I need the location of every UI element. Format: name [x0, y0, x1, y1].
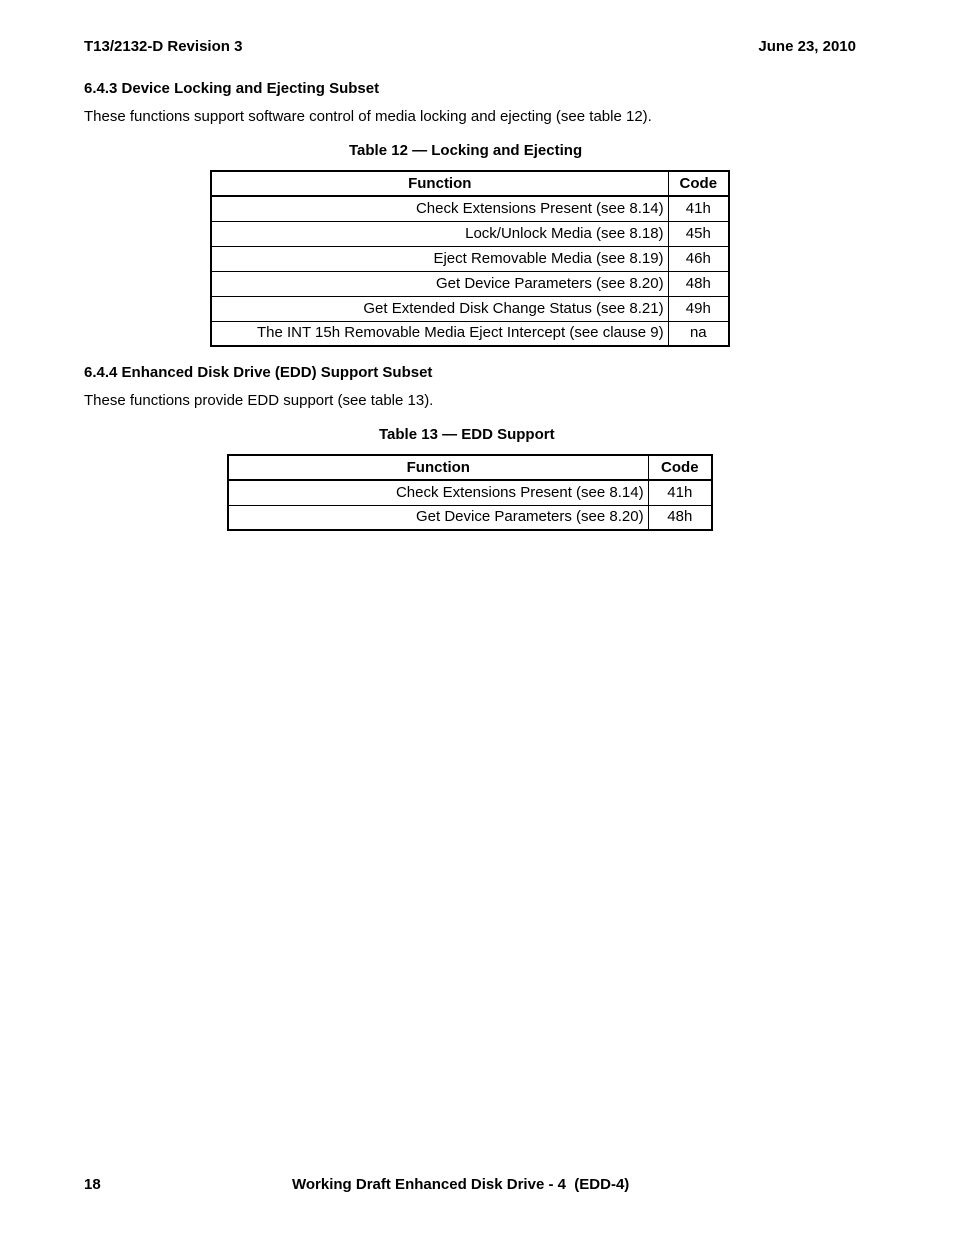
table-row — [228, 480, 712, 505]
function-cell: Check Extensions Present (see 8.14) — [228, 480, 648, 505]
table-row — [228, 505, 712, 530]
footer-doc-title: Working Draft Enhanced Disk Drive - 4 (EDD-4) — [292, 1176, 630, 1193]
function-cell: The INT 15h Removable Media Eject Intercept (see clause 9) — [211, 321, 668, 346]
code-cell: 41h — [668, 196, 729, 221]
table-row — [211, 221, 729, 246]
code-cell: 45h — [668, 221, 729, 246]
function-cell: Lock/Unlock Media (see 8.18) — [211, 221, 668, 246]
table-13-caption: Table 13 — EDD Support — [379, 426, 555, 443]
code-cell: 46h — [668, 246, 729, 271]
column-header-code: Code — [648, 455, 712, 480]
code-cell: 41h — [648, 480, 712, 505]
function-cell: Check Extensions Present (see 8.14) — [211, 196, 668, 221]
table-12 — [210, 170, 730, 347]
function-cell: Get Extended Disk Change Status (see 8.21) — [211, 296, 668, 321]
column-header-function: Function — [211, 171, 668, 196]
table-13 — [227, 454, 713, 531]
table-row — [211, 246, 729, 271]
table-row — [211, 271, 729, 296]
column-header-function: Function — [228, 455, 648, 480]
section-644-paragraph: These functions provide EDD support (see table 13). — [84, 392, 434, 409]
column-header-code: Code — [668, 171, 729, 196]
section-643-title: 6.4.3 Device Locking and Ejecting Subset — [84, 80, 380, 97]
section-643-paragraph: These functions support software control of media locking and ejecting (see table 12). — [84, 108, 652, 125]
code-cell: 48h — [648, 505, 712, 530]
table-12-caption: Table 12 — Locking and Ejecting — [349, 142, 583, 159]
code-cell: 49h — [668, 296, 729, 321]
function-cell: Get Device Parameters (see 8.20) — [211, 271, 668, 296]
header-date: June 23, 2010 — [758, 38, 856, 55]
function-cell: Eject Removable Media (see 8.19) — [211, 246, 668, 271]
table-row — [211, 196, 729, 221]
section-644-title: 6.4.4 Enhanced Disk Drive (EDD) Support Subset — [84, 364, 433, 381]
code-cell: 48h — [668, 271, 729, 296]
table-header-row — [211, 171, 729, 196]
footer-page-number: 18 — [84, 1176, 101, 1193]
header-doc-id: T13/2132-D Revision 3 — [84, 38, 243, 55]
table-row — [211, 296, 729, 321]
code-cell: na — [668, 321, 729, 346]
table-header-row — [228, 455, 712, 480]
function-cell: Get Device Parameters (see 8.20) — [228, 505, 648, 530]
table-row — [211, 321, 729, 346]
